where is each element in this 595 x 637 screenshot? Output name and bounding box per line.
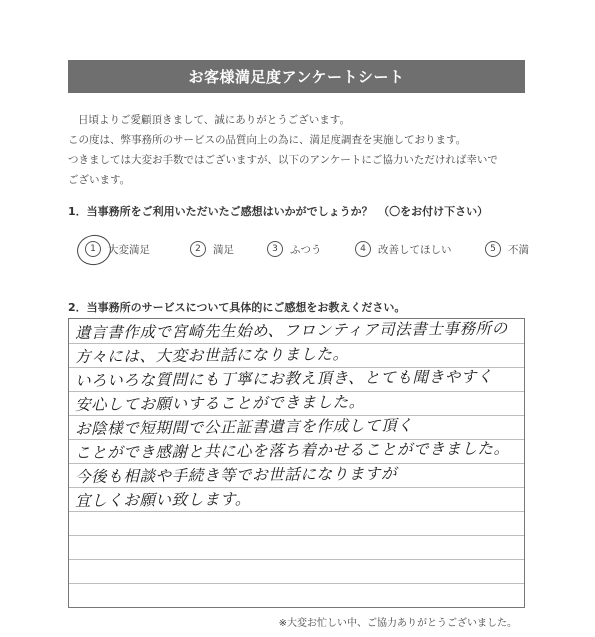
ruled-line: [69, 511, 524, 512]
option-number: 3: [267, 241, 283, 257]
free-answer-box[interactable]: [68, 318, 525, 608]
option-number: 2: [190, 241, 206, 257]
option-label: 満足: [213, 243, 234, 256]
option-needs-improvement[interactable]: [355, 241, 452, 257]
option-label: 不満: [508, 243, 529, 256]
option-satisfied[interactable]: [190, 241, 234, 257]
option-normal[interactable]: [267, 241, 322, 257]
intro-line-3: つきましては大変お手数ではございますが、以下のアンケートにご協力いただければ幸いで: [68, 154, 498, 166]
option-number: 4: [355, 241, 371, 257]
answer-line: ことができ感謝と共に心を落ち着かせることができました。: [74, 439, 510, 462]
answer-line: 宜しくお願い致します。: [74, 490, 251, 510]
ruled-line: [69, 559, 524, 560]
intro-line-2: この度は、弊事務所のサービスの品質向上の為に、満足度調査を実施しております。: [68, 134, 467, 146]
answer-line: 方々には、大変お世話になりました。: [74, 345, 349, 366]
answer-line: いろいろな質問にも丁寧にお教え頂き、とても聞きやすく: [74, 367, 494, 390]
option-label: 大変満足: [108, 243, 150, 256]
ruled-line: [69, 583, 524, 584]
option-number: 1: [85, 241, 101, 257]
answer-line: お陰様で短期間で公正証書遺言を作成して頂く: [74, 416, 414, 438]
intro-line-1: 日頃よりご愛顧頂きまして、誠にありがとうございます。: [78, 114, 350, 126]
option-very-satisfied[interactable]: [85, 241, 150, 257]
intro-text: [68, 110, 528, 190]
page-title: お客様満足度アンケートシート: [68, 60, 525, 93]
option-dissatisfied[interactable]: [485, 241, 529, 257]
selected-circle-mark: [74, 232, 113, 268]
question-1: 1．当事務所をご利用いただいたご感想はいかがでしょうか？ （〇をお付け下さい）: [68, 205, 489, 218]
ruled-line: [69, 535, 524, 536]
answer-line: 遺言書作成で宮崎先生始め、フロンティア司法書士事務所の: [74, 319, 508, 342]
option-label: 改善してほしい: [378, 243, 452, 256]
option-label: ふつう: [290, 243, 322, 256]
thank-you-note: ※大変お忙しい中、ご協力ありがとうございました。: [278, 618, 517, 629]
intro-line-4: ございます。: [68, 174, 131, 186]
answer-line: 今後も相談や手続き等でお世話になりますが: [74, 464, 398, 486]
satisfaction-options: [85, 241, 535, 261]
option-number: 5: [485, 241, 501, 257]
question-2: 2．当事務所のサービスについて具体的にご感想をお教えください。: [68, 301, 406, 314]
answer-line: 安心してお願いすることができました。: [74, 392, 365, 414]
